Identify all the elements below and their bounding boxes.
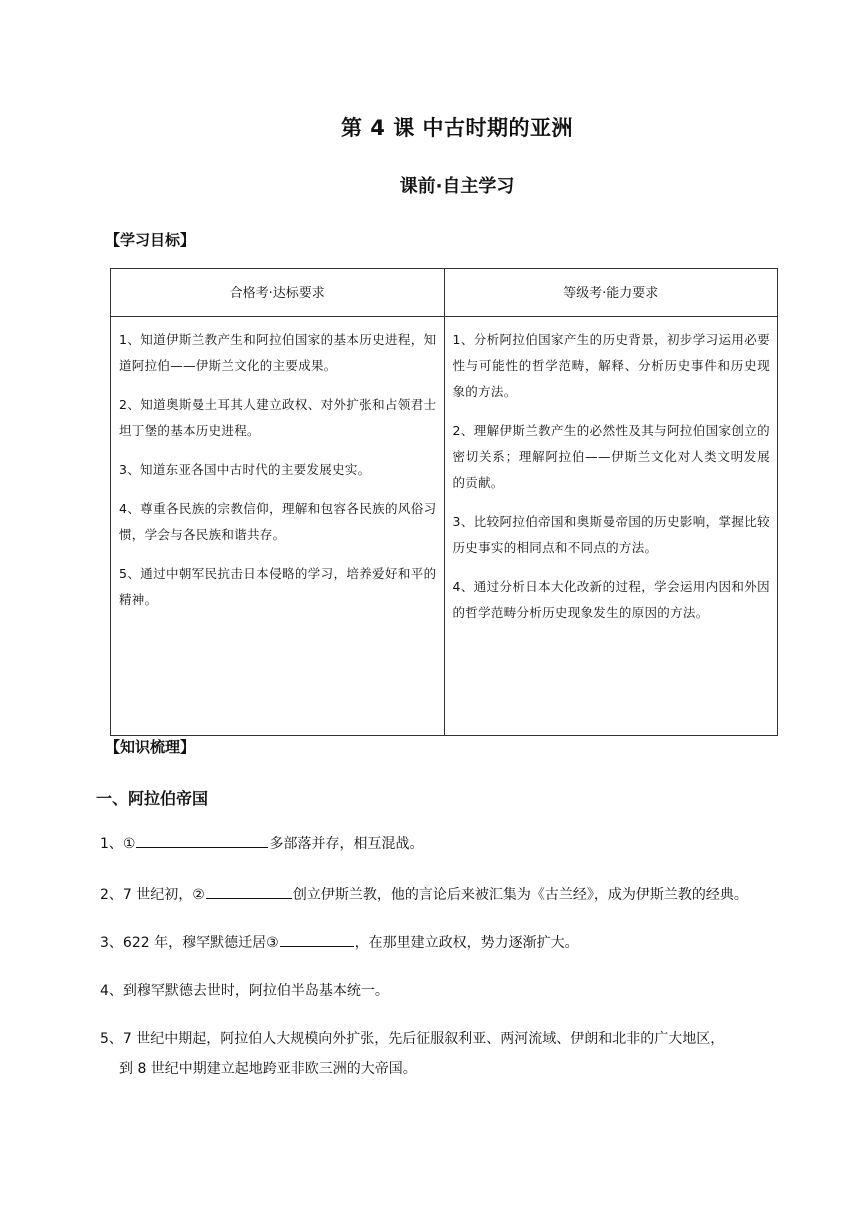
fill-in-blank-3[interactable] — [280, 929, 354, 947]
col2-cell — [444, 317, 778, 736]
item-number: 2、 — [100, 887, 123, 903]
table-header-row — [111, 269, 778, 317]
list-item — [100, 928, 800, 958]
item-text-line2: 到 8 世纪中期建立起地跨亚非欧三洲的大帝国。 — [119, 1061, 417, 1077]
list-item — [100, 976, 800, 1006]
item-number: 3、 — [100, 935, 123, 951]
col1-header: 合格考·达标要求 — [111, 269, 445, 317]
item-text: 到穆罕默德去世时，阿拉伯半岛基本统一。 — [122, 983, 389, 999]
knowledge-summary-label: 【知识梳理】 — [105, 738, 196, 756]
learning-goals-label: 【学习目标】 — [105, 231, 196, 249]
col1-item: 4、尊重各民族的宗教信仰，理解和包容各民族的风俗习惯，学会与各民族和谐共存。 — [119, 501, 437, 542]
blank-marker: ① — [122, 836, 136, 852]
col1-cell — [111, 317, 445, 736]
blank-marker: ② — [192, 887, 205, 903]
blank-marker: ③ — [266, 935, 279, 951]
list-item — [100, 880, 800, 910]
fill-in-blank-2[interactable] — [206, 881, 292, 899]
col2-item: 4、通过分析日本大化改新的过程，学会运用内因和外因的哲学范畴分析历史现象发生的原因的方法。 — [452, 579, 770, 620]
page-title: 第 4 课 中古时期的亚洲 — [340, 116, 574, 140]
col2-item: 3、比较阿拉伯帝国和奥斯曼帝国的历史影响，掌握比较历史事实的相同点和不同点的方法。 — [452, 514, 770, 555]
item-number: 4、 — [100, 983, 123, 999]
col1-item: 2、知道奥斯曼土耳其人建立政权、对外扩张和占领君士坦丁堡的基本历史进程。 — [119, 397, 437, 438]
table-row — [111, 317, 778, 736]
item-text: ，在那里建立政权，势力逐渐扩大。 — [354, 935, 579, 951]
col2-header: 等级考·能力要求 — [444, 269, 778, 317]
item-text-before: 7 世纪初， — [122, 887, 193, 903]
item-text-before: 622 年，穆罕默德迁居 — [122, 935, 267, 951]
page-subtitle: 课前·自主学习 — [399, 176, 515, 197]
learning-goals-table — [110, 268, 778, 736]
item-text-line1: 7 世纪中期起，阿拉伯人大规模向外扩张，先后征服叙利亚、两河流域、伊朗和北非的广大地区， — [122, 1031, 725, 1047]
item-text: 创立伊斯兰教，他的言论后来被汇集为《古兰经》，成为伊斯兰教的经典。 — [292, 887, 748, 903]
col2-item: 1、分析阿拉伯国家产生的历史背景，初步学习运用必要性与可能性的哲学范畴，解释、分析历史事件和历史现象的方法。 — [452, 332, 770, 399]
col1-item: 5、通过中朝军民抗击日本侵略的学习，培养爱好和平的精神。 — [119, 566, 437, 607]
col1-item: 1、知道伊斯兰教产生和阿拉伯国家的基本历史进程，知道阿拉伯——伊斯兰文化的主要成果。 — [119, 332, 437, 373]
col1-item: 3、知道东亚各国中古时代的主要发展史实。 — [119, 462, 371, 477]
list-item — [100, 1024, 800, 1084]
item-number: 5、 — [100, 1031, 123, 1047]
list-item — [100, 829, 800, 859]
item-number: 1、 — [100, 836, 123, 852]
fill-in-blank-1[interactable] — [136, 830, 268, 848]
col2-item: 2、理解伊斯兰教产生的必然性及其与阿拉伯国家创立的密切关系；理解阿拉伯——伊斯兰文化对人类文明发展的贡献。 — [452, 423, 770, 490]
item-text: 多部落并存，相互混战。 — [269, 836, 424, 852]
section-heading-arab-empire: 一、阿拉伯帝国 — [96, 789, 209, 808]
